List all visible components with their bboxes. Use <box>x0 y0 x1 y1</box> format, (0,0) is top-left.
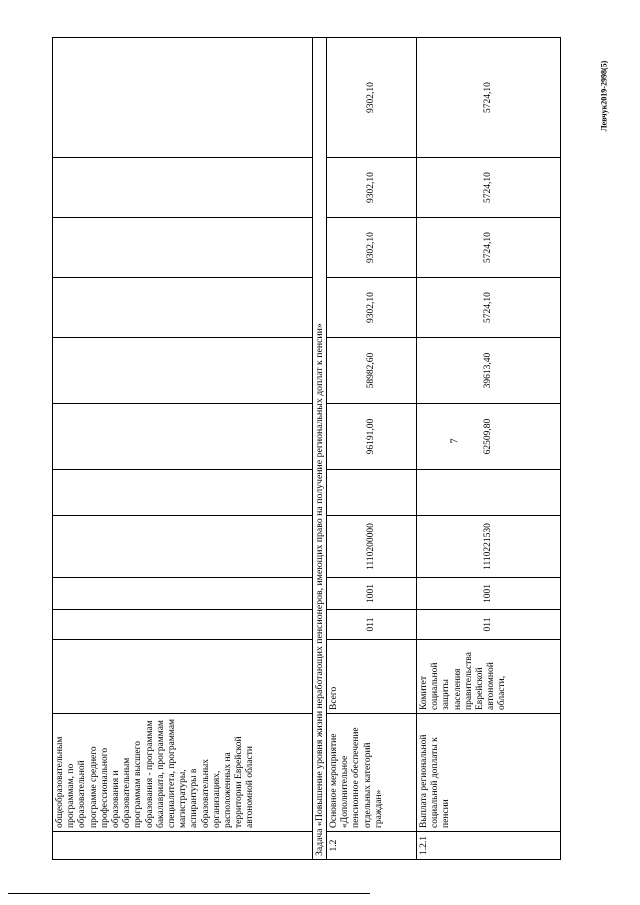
table-row <box>53 38 313 860</box>
cell-csr: 1110221530 <box>417 516 561 578</box>
cell-value-2: 39613,40 <box>417 338 561 404</box>
cell-name: Выплата региональной социальной доплаты к пенсии <box>417 714 561 832</box>
cell-value-1: 96191,00 <box>327 404 417 470</box>
cell-vr <box>327 470 417 516</box>
table-row <box>327 38 417 860</box>
cell-grbs: 011 <box>417 610 561 640</box>
cell-value-6 <box>53 38 313 158</box>
cell-value-3 <box>53 278 313 338</box>
cell-value-5: 9302,10 <box>327 158 417 218</box>
cell-vr <box>417 470 561 516</box>
budget-table <box>52 37 561 860</box>
cell-name: общеобразовательным программам, по образовательной программе среднего профессионального образования и образовательным программам высшего образования - программам бакалавриата, программам специалитета, программам магистратуры, аспирантуры в образовательных организациях, расположенных на территории Еврейской автономной области <box>53 714 313 832</box>
cell-executor <box>53 640 313 714</box>
cell-value-4: 5724,10 <box>417 218 561 278</box>
cell-value-4: 9302,10 <box>327 218 417 278</box>
cell-value-4 <box>53 218 313 278</box>
table-row <box>417 38 561 860</box>
cell-value-2: 58982,60 <box>327 338 417 404</box>
cell-value-2 <box>53 338 313 404</box>
cell-value-3: 9302,10 <box>327 278 417 338</box>
document-code: Левчук2019-2998(5) <box>599 60 609 132</box>
cell-rz-pr <box>53 578 313 610</box>
cell-grbs: 011 <box>327 610 417 640</box>
cell-value-5: 5724,10 <box>417 158 561 218</box>
cell-grbs <box>53 610 313 640</box>
cell-vr <box>53 470 313 516</box>
cell-csr <box>53 516 313 578</box>
cell-num <box>53 832 313 860</box>
cell-value-5 <box>53 158 313 218</box>
cell-rz-pr: 1001 <box>327 578 417 610</box>
cell-csr: 1110200000 <box>327 516 417 578</box>
cell-value-6: 5724,10 <box>417 38 561 158</box>
cell-rz-pr: 1001 <box>417 578 561 610</box>
footer-line <box>8 893 370 894</box>
cell-name: Основное мероприятие «Дополнительное пенсионное обеспечение отдельных категорий граждан» <box>327 714 417 832</box>
cell-executor: Комитет социальной защиты населения правительства Еврейской автономной области, <box>417 640 561 714</box>
cell-value-1 <box>53 404 313 470</box>
table-row-task <box>313 38 327 860</box>
cell-value-1: 62509,80 <box>417 404 561 470</box>
rotated-page-content <box>52 38 560 860</box>
cell-num: 1.2.1 <box>417 832 561 860</box>
cell-executor: Всего <box>327 640 417 714</box>
cell-num: 1.2 <box>327 832 417 860</box>
task-heading: Задача «Повышение уровня жизни неработающих пенсионеров, имеющих право на получение региональных доплат к пенсии» <box>313 38 327 860</box>
cell-value-3: 5724,10 <box>417 278 561 338</box>
cell-value-6: 9302,10 <box>327 38 417 158</box>
page-number: 7 <box>449 438 461 444</box>
